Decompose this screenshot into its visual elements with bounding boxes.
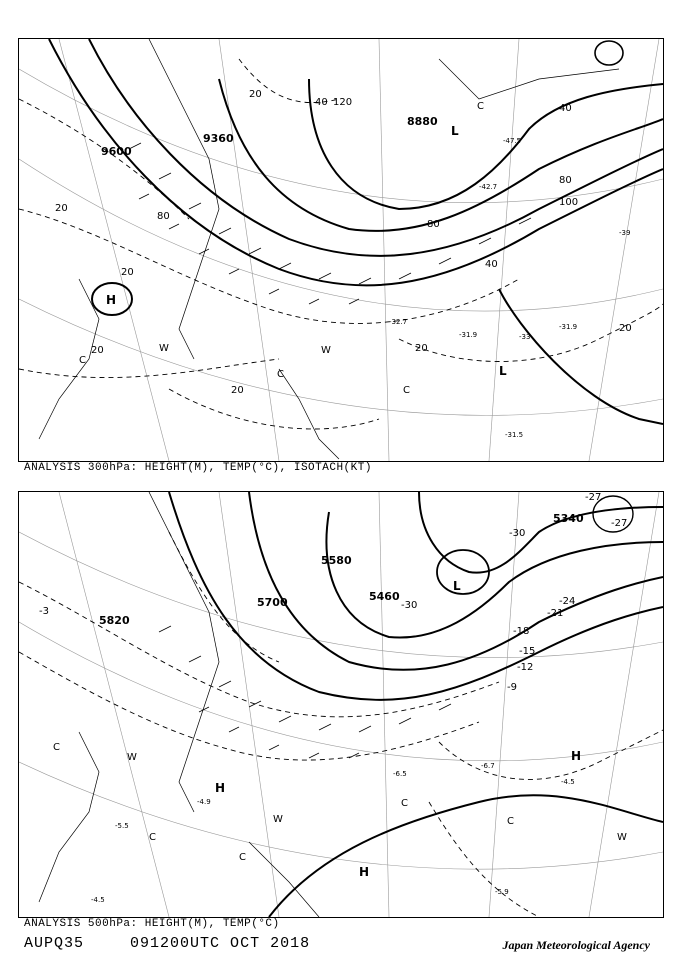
isotach-label: 80 [157, 211, 170, 222]
cold-center-symbol: C [403, 385, 410, 396]
warm-center-symbol: W [159, 343, 169, 354]
isotach-label: 20 [91, 345, 104, 356]
chart-code: AUPQ35 [24, 935, 85, 952]
isotach-label: 20 [55, 203, 68, 214]
cold-center-symbol: C [79, 355, 86, 366]
caption-500hpa: ANALYSIS 500hPa: HEIGHT(M), TEMP(°C) [24, 918, 280, 930]
isotherm-label: -24 [559, 596, 576, 607]
temp-label: -47.5 [503, 137, 522, 145]
station-value: -4.5 [561, 778, 575, 786]
cold-center-symbol: C [277, 369, 284, 380]
temp-label: -33 [519, 333, 531, 341]
station-value: -4.5 [91, 896, 105, 904]
height-label: 5820 [99, 614, 130, 627]
temp-label: -32.7 [389, 318, 408, 326]
height-contours [49, 39, 663, 424]
cold-center-symbol: C [401, 798, 408, 809]
station-value: -6.7 [481, 762, 495, 770]
station-value: -5.5 [115, 822, 129, 830]
height-label: 5580 [321, 554, 352, 567]
warm-center-symbol: W [617, 832, 627, 843]
caption-300hpa: ANALYSIS 300hPa: HEIGHT(M), TEMP(°C), ISOTACH(KT) [24, 462, 372, 474]
station-value: -5.9 [495, 888, 509, 896]
cold-center-symbol: C [477, 101, 484, 112]
warm-center-symbol: W [127, 752, 137, 763]
temp-label: -31.9 [559, 323, 578, 331]
isotach-label: 20 [121, 267, 134, 278]
map-500hpa-canvas [19, 492, 663, 917]
station-value: -4.9 [197, 798, 211, 806]
isotherm-label: -30 [401, 600, 418, 611]
isotach-label: 20 [231, 385, 244, 396]
isotach-label: 20 [619, 323, 632, 334]
isotherm-contours [19, 532, 663, 917]
isotach-label: 80 [427, 219, 440, 230]
isotach-label: 40 [559, 103, 572, 114]
isotach-label: 120 [333, 97, 353, 108]
cold-center-symbol: C [53, 742, 60, 753]
valid-time: 091200UTC OCT 2018 [130, 935, 311, 952]
isotherm-label: -27 [585, 492, 602, 503]
temp-label: -31.5 [505, 431, 524, 439]
low-pressure-symbol: L [453, 579, 461, 593]
high-pressure-symbol: H [571, 749, 582, 763]
map-500hpa [18, 491, 664, 918]
cold-center-symbol: C [239, 852, 246, 863]
chart-identifier [24, 935, 310, 952]
isotherm-label: -12 [517, 662, 534, 673]
isotach-label: 20 [415, 343, 428, 354]
isotherm-label: -21 [547, 608, 564, 619]
low-center-contour [595, 41, 623, 65]
isotach-label: 40 [485, 259, 498, 270]
high-pressure-symbol: H [359, 865, 370, 879]
warm-center-symbol: W [273, 814, 283, 825]
temp-label: -42.7 [479, 183, 498, 191]
isotherm-label: -30 [509, 528, 526, 539]
wind-barbs [159, 626, 451, 758]
cold-center-symbol: C [507, 816, 514, 827]
isotherm-label: -9 [507, 682, 517, 693]
isotherm-label: -18 [513, 626, 530, 637]
isotach-label: 80 [559, 175, 572, 186]
temp-label: -39 [619, 229, 631, 237]
height-label: 9360 [203, 132, 234, 145]
height-label: 5340 [553, 512, 584, 525]
temp-label: -31.9 [459, 331, 478, 339]
isotach-label: 20 [249, 89, 262, 100]
low-pressure-symbol: L [451, 124, 459, 138]
height-label: 8880 [407, 115, 438, 128]
isotach-label: 100 [559, 197, 579, 208]
high-pressure-symbol: H [106, 293, 117, 307]
isotherm-label: -3 [39, 606, 49, 617]
warm-center-symbol: W [321, 345, 331, 356]
high-pressure-symbol: H [215, 781, 226, 795]
low-pressure-symbol: L [499, 364, 507, 378]
isotherm-label: -15 [519, 646, 536, 657]
height-label: 5460 [369, 590, 400, 603]
station-value: -6.5 [393, 770, 407, 778]
isotherm-label: -27 [611, 518, 628, 529]
agency-name: Japan Meteorological Agency [502, 938, 650, 952]
height-label: 5700 [257, 596, 288, 609]
height-label: 9600 [101, 145, 132, 158]
cold-center-symbol: C [149, 832, 156, 843]
isotach-label: 40 [315, 97, 328, 108]
coastlines [39, 492, 319, 917]
map-300hpa-canvas [19, 39, 663, 461]
map-300hpa [18, 38, 664, 462]
